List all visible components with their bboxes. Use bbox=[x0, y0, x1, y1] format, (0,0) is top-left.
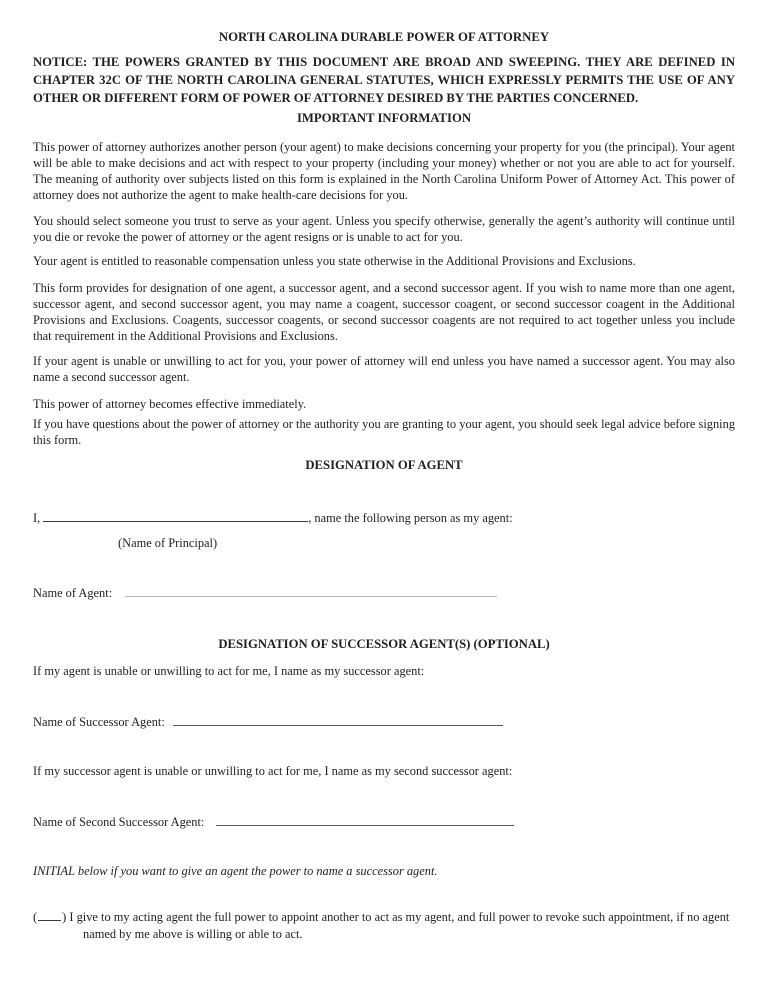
agent-name-label: Name of Agent: bbox=[33, 586, 113, 600]
initial-clause-paragraph bbox=[33, 908, 735, 943]
info-paragraph-1: This power of attorney authorizes another person (your agent) to make decisions concerning your property for you (the principal). Your agent will be able to make decisions and act with respect to your property (including your money) whether or not you are able to act for yourself. The meaning of authority over subjects listed on this form is explained in the North Carolina Uniform Power of Attorney Act. This power of attorney does not authorize the agent to make health-care decisions for you. bbox=[33, 140, 735, 202]
clause-open-paren: ( bbox=[33, 910, 38, 924]
info-paragraph-6: This power of attorney becomes effective immediately. bbox=[33, 397, 307, 411]
principal-name-caption: (Name of Principal) bbox=[118, 536, 218, 550]
principal-name-line bbox=[33, 509, 735, 526]
initial-instruction-text: INITIAL below if you want to give an agent the power to name a successor agent. bbox=[33, 864, 438, 878]
second-successor-name-blank bbox=[216, 813, 514, 826]
document-title: NORTH CAROLINA DURABLE POWER OF ATTORNEY bbox=[218, 30, 550, 44]
successor-name-blank bbox=[173, 713, 503, 726]
successor-intro-text: If my agent is unable or unwilling to act for me, I name as my successor agent: bbox=[33, 664, 425, 678]
info-paragraph-3: Your agent is entitled to reasonable compensation unless you state otherwise in the Additional Provisions and Exclusions. bbox=[33, 254, 636, 268]
second-successor-name-label: Name of Second Successor Agent: bbox=[33, 815, 205, 829]
clause-text: I give to my acting agent the full power to appoint another to act as my agent, and full power to revoke such appointment, if no agent named by me above is willing or able to act. bbox=[66, 910, 730, 941]
second-successor-intro-text: If my successor agent is unable or unwilling to act for me, I name as my second successor agent: bbox=[33, 764, 513, 778]
info-paragraph-2: You should select someone you trust to serve as your agent. Unless you specify otherwise, generally the agent’s authority will continue until you die or revoke the power of attorney or the agent resigns or is unable to act for you. bbox=[33, 214, 735, 244]
principal-name-blank bbox=[43, 509, 308, 522]
agent-name-line bbox=[33, 584, 735, 601]
important-information-heading: IMPORTANT INFORMATION bbox=[296, 111, 471, 125]
agent-name-blank bbox=[125, 584, 497, 597]
successor-name-label: Name of Successor Agent: bbox=[33, 715, 165, 729]
second-successor-name-line bbox=[33, 813, 735, 830]
successor-name-line bbox=[33, 713, 735, 730]
designation-of-successor-heading: DESIGNATION OF SUCCESSOR AGENT(S) (OPTIONAL) bbox=[218, 637, 550, 651]
principal-line-suffix: , name the following person as my agent: bbox=[308, 511, 513, 525]
notice-paragraph: NOTICE: THE POWERS GRANTED BY THIS DOCUMENT ARE BROAD AND SWEEPING. THEY ARE DEFINED IN CHAPTER 32C OF THE NORTH CAROLINA GENERAL STATUTES, WHICH EXPRESSLY PERMITS THE USE OF ANY OTHER OR DIFFERENT FORM OF POWER OF ATTORNEY DESIRED BY THE PARTIES CONCERNED. bbox=[33, 55, 735, 105]
info-paragraph-4: This form provides for designation of one agent, a successor agent, and a second successor agent. If you wish to name more than one agent, successor agent, and second successor agent, you may name a coagent, successor coagent, or second successor coagent in the Additional Provisions and Exclusions. Coagents, successor coagents, or second successor coagents are not required to act together unless you include that requirement in the Additional Provisions and Exclusions. bbox=[33, 281, 735, 343]
info-paragraph-7: If you have questions about the power of attorney or the authority you are granting to your agent, you should seek legal advice before signing this form. bbox=[33, 417, 735, 447]
principal-line-prefix: I, bbox=[33, 511, 41, 525]
designation-of-agent-heading: DESIGNATION OF AGENT bbox=[305, 458, 463, 472]
initial-blank bbox=[38, 908, 61, 921]
info-paragraph-5: If your agent is unable or unwilling to act for you, your power of attorney will end unless you have named a successor agent. You may also name a second successor agent. bbox=[33, 354, 735, 384]
clause-close-paren: ) bbox=[62, 910, 67, 924]
